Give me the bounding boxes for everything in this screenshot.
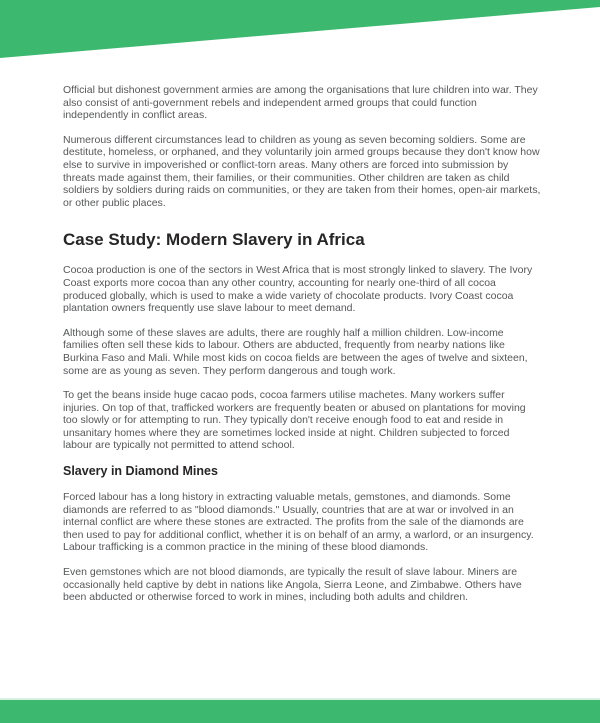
paragraph-diamond-mines-1: Forced labour has a long history in extracting valuable metals, gemstones, and diamonds. Some diamonds are referred to as "blood diamonds." Usually, countries that are at war or involved in an internal conflict are where these stones are extracted. The profits from the sale of the diamonds are then used to pay for additional conflict, whether it is on behalf of an army, a warlord, or an insurgency. Labour trafficking is a common practice in the mining of these blood diamonds.: [63, 491, 534, 554]
paragraph-diamond-mines-2: Even gemstones which are not blood diamonds, are typically the result of slave labour. Miners are occasionally held captive by debt in nations like Angola, Sierra Leone, and Zimbabwe. Others have been abducted or otherwise forced to work in mines, including both adults and children.: [63, 566, 522, 604]
paragraph-case-study-2: Although some of these slaves are adults, there are roughly half a million children. Low-income families often sell these kids to labour. Others are abducted, frequently from nearby nations like Burkina Faso and Mali. While most kids on cocoa fields are between the ages of twelve and sixteen, some are as young as seven. They perform dangerous and tough work.: [63, 326, 528, 377]
paragraph-case-study-1: Cocoa production is one of the sectors in West Africa that is most strongly linked to slavery. The Ivory Coast exports more cocoa than any other country, accounting for nearly one-third of all cocoa produced globally, which is used to make a wide variety of chocolate products. Ivory Coast cocoa plantation owners frequently use slave labour to meet demand.: [63, 264, 533, 315]
paragraph-case-study-3: To get the beans inside huge cacao pods, cocoa farmers utilise machetes. Many workers suffer injuries. On top of that, trafficked workers are frequently beaten or abused on plantations for moving too slowly or for attempting to run. They typically don't receive enough food to eat and reside in unsanitary homes where they are sometimes locked inside at night. Children subjected to forced labour are typically not permitted to attend school.: [63, 389, 526, 452]
document-page-content: [63, 84, 541, 616]
footer-ribbon: [0, 698, 600, 723]
paragraph-intro-2: Numerous different circumstances lead to children as young as seven becoming soldiers. Some are destitute, homeless, or orphaned, and they voluntarily join armed groups because they don't know how else to survive in impoverished or conflict-torn areas. Many others are forced into submission by threats made against them, their families, or their communities. Other children are taken as child soldiers by soldiers during raids on communities, or they are taken from their homes, open-air markets, or other public places.: [63, 133, 541, 209]
section-heading-diamond-mines: Slavery in Diamond Mines: [63, 464, 218, 479]
section-heading-case-study: Case Study: Modern Slavery in Africa: [63, 230, 365, 250]
paragraph-intro-1: Official but dishonest government armies are among the organisations that lure children into war. They also consist of anti-government rebels and independent armed groups that could function independently in conflict areas.: [63, 84, 538, 122]
header-ribbon: [0, 0, 600, 58]
